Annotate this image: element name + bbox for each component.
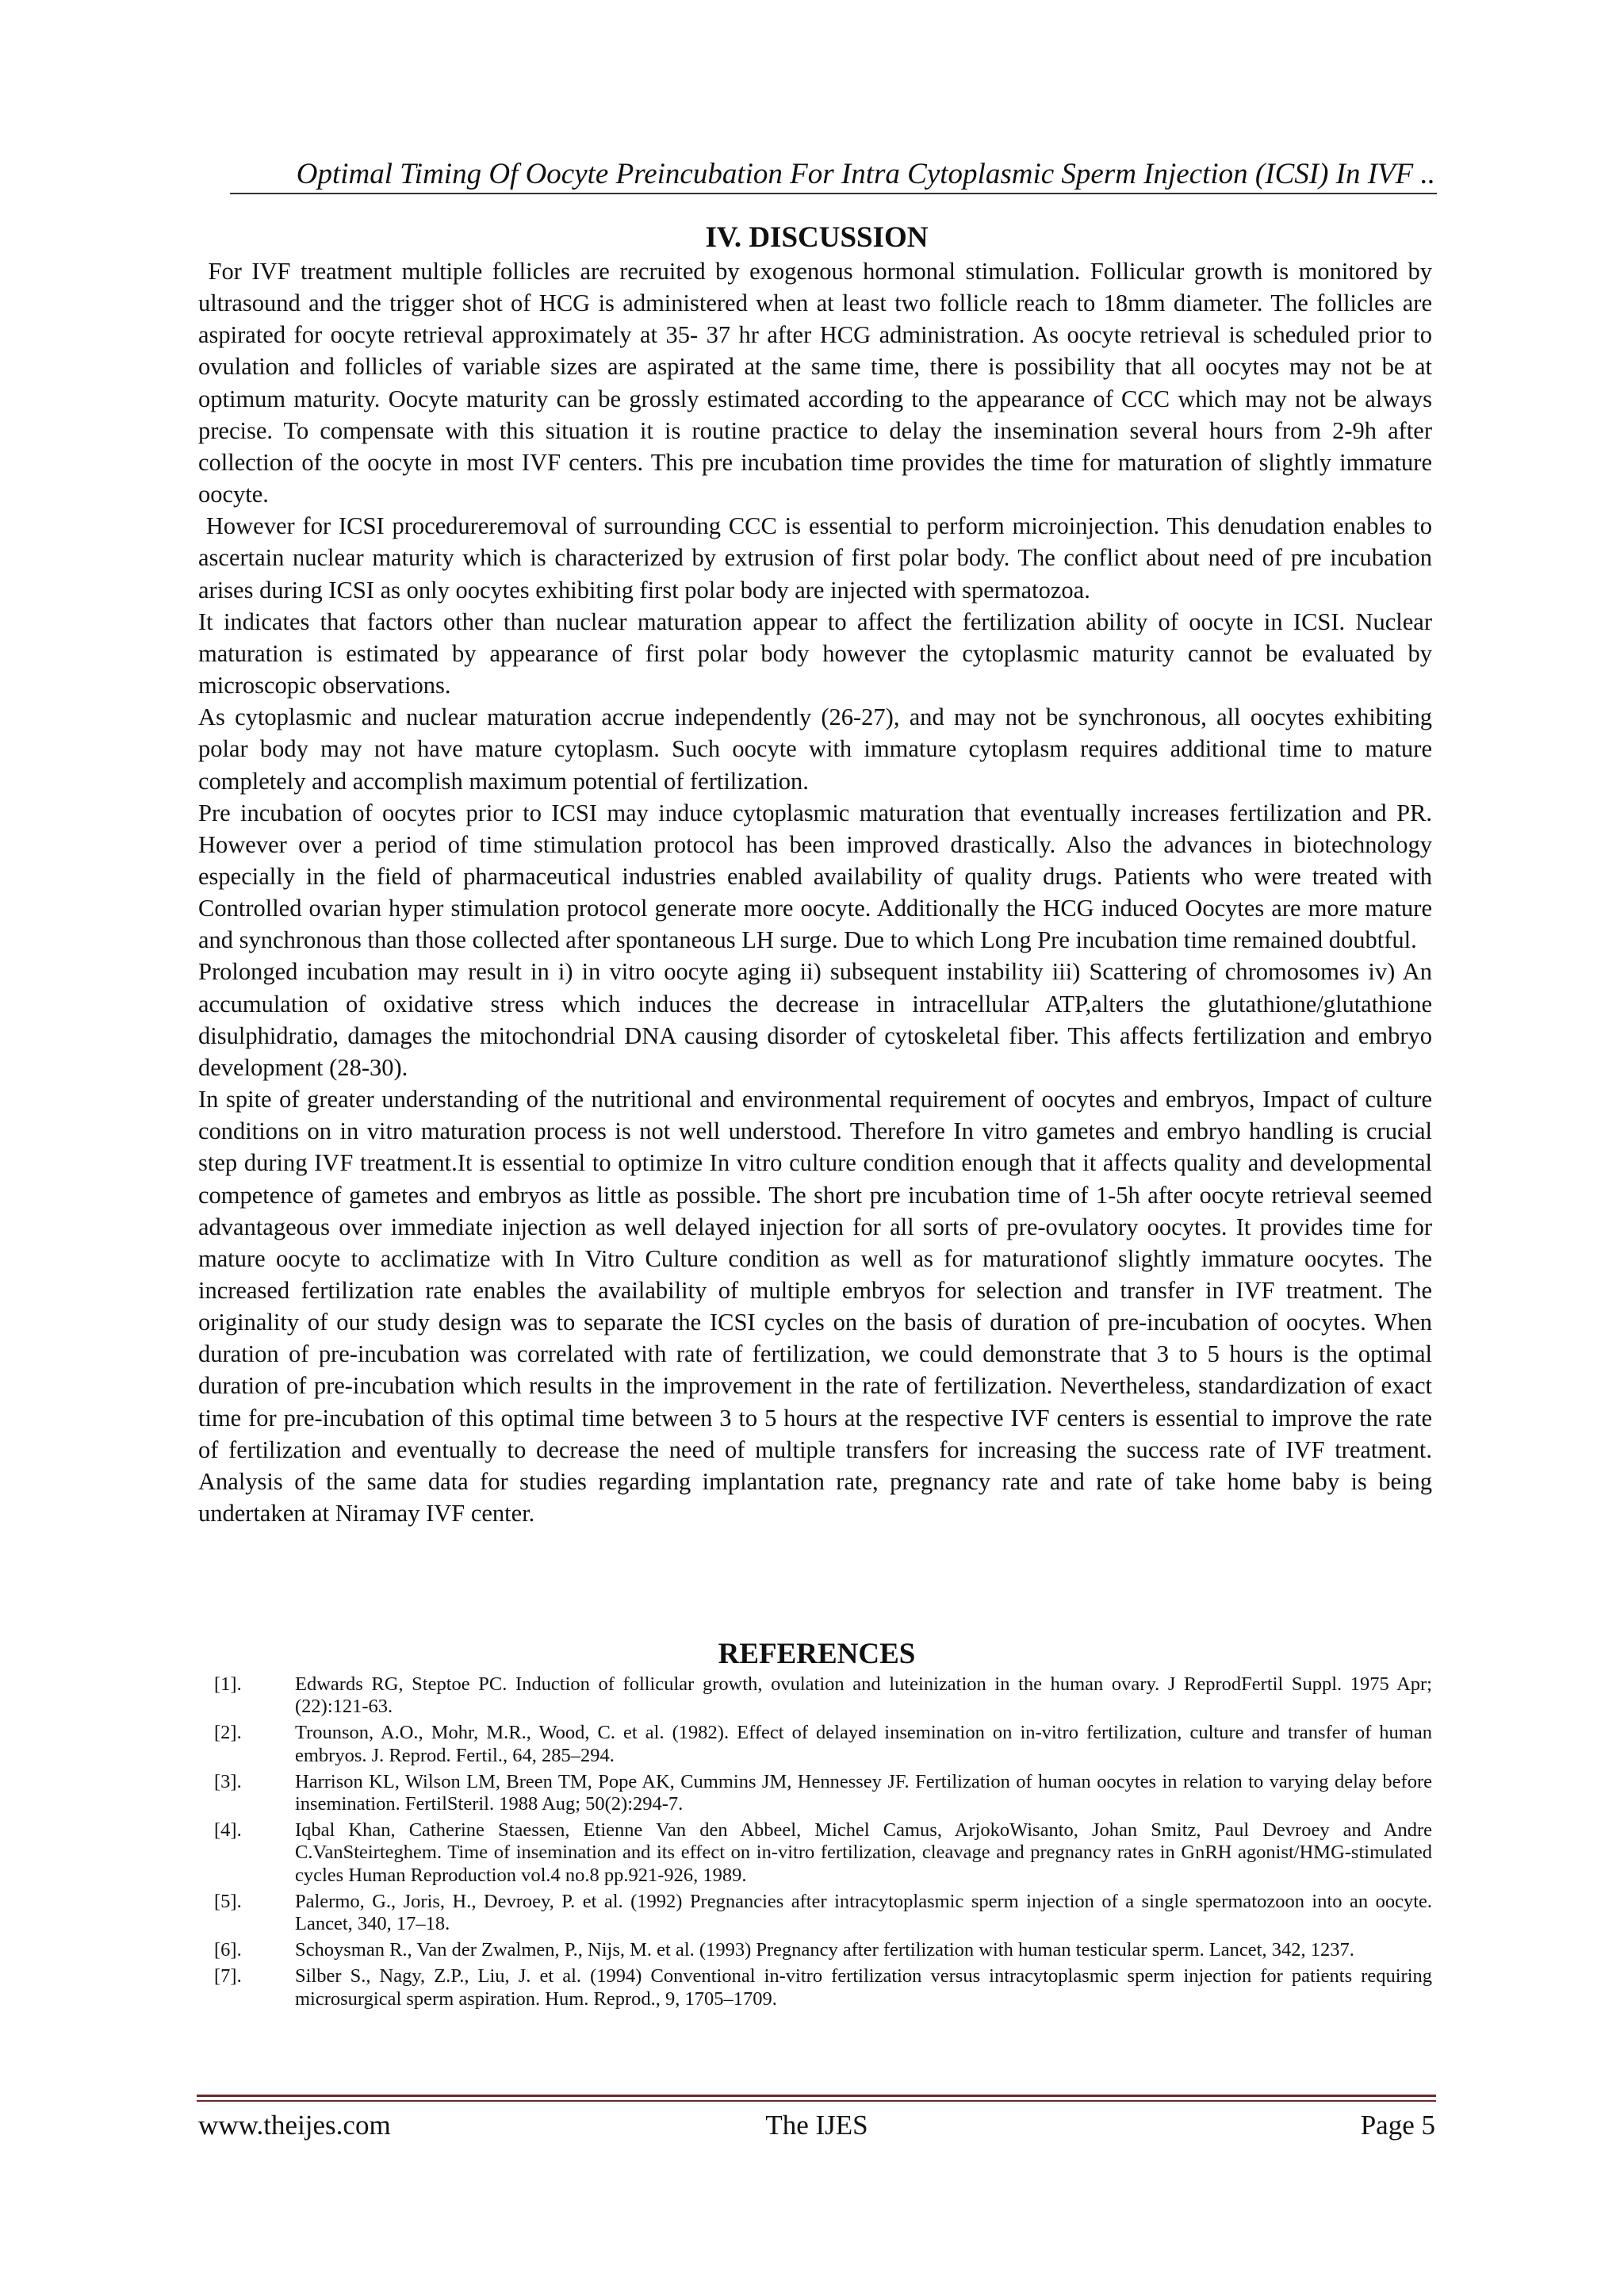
reference-item <box>198 1722 1432 1766</box>
paragraph: In spite of greater understanding of the nutritional and environmental requirement of oocytes and embryos, Impact of culture conditions on in vitro maturation process is not well understood. Therefore In vitro gametes and embryo handling is crucial step during IVF treatment.It is essential to optimize In vitro culture condition enough that it affects quality and developmental competence of gametes and embryos as little as possible. The short pre incubation time of 1-5h after oocyte retrieval seemed advantageous over immediate injection as well delayed injection for all sorts of pre-ovulatory oocytes. It provides time for mature oocyte to acclimatize with In Vitro Culture condition as well as for maturationof slightly immature oocytes. The increased fertilization rate enables the availability of multiple embryos for selection and transfer in IVF treatment. The originality of our study design was to separate the ICSI cycles on the basis of duration of pre-incubation of oocytes. When duration of pre-incubation was correlated with rate of fertilization, we could demonstrate that 3 to 5 hours is the optimal duration of pre-incubation which results in the improvement in the rate of fertilization. Nevertheless, standardization of exact time for pre-incubation of this optimal time between 3 to 5 hours at the respective IVF centers is essential to improve the rate of fertilization and eventually to decrease the need of multiple transfers for increasing the success rate of IVF treatment. Analysis of the same data for studies regarding implantation rate, pregnancy rate and rate of take home baby is being undertaken at Niramay IVF center. <box>198 1086 1432 1527</box>
footer-page-number: Page 5 <box>1360 2110 1435 2141</box>
reference-item <box>198 1771 1432 1815</box>
footer-website-link[interactable]: www.theijes.com <box>198 2110 391 2141</box>
reference-number: [5]. <box>214 1890 242 1912</box>
footer-rule <box>197 2095 1436 2097</box>
paragraph: Pre incubation of oocytes prior to ICSI may induce cytoplasmic maturation that eventually increases fertilization and PR. However over a period of time stimulation protocol has been improved drastically. Also the advances in biotechnology especially in the field of pharmaceutical industries enabled availability of quality drugs. Patients who were treated with Controlled ovarian hyper stimulation protocol generate more oocyte. Additionally the HCG induced Oocytes are more mature and synchronous than those collected after spontaneous LH surge. Due to which Long Pre incubation time remained doubtful. <box>198 799 1432 954</box>
section-heading-discussion: IV. DISCUSSION <box>705 221 929 254</box>
reference-number: [7]. <box>214 1965 242 1987</box>
paragraph: Prolonged incubation may result in i) in vitro oocyte aging ii) subsequent instability iii) Scattering of chromosomes iv) An accumulation of oxidative stress which induces the decrease in intracellular ATP,alters the glutathione/glutathione disulphidratio, damages the mitochondrial DNA causing disorder of cytoskeletal fiber. This affects fertilization and embryo development (28-30). <box>198 958 1432 1081</box>
section-heading-references: REFERENCES <box>718 1638 916 1670</box>
paragraph: As cytoplasmic and nuclear maturation accrue independently (26-27), and may not be synchronous, all oocytes exhibiting polar body may not have mature cytoplasm. Such oocyte with immature cytoplasm requires additional time to mature completely and accomplish maximum potential of fertilization. <box>198 703 1432 795</box>
paragraph: However for ICSI procedureremoval of surrounding CCC is essential to perform microinjection. This denudation enables to ascertain nuclear maturity which is characterized by extrusion of first polar body. The conflict about need of pre incubation arises during ICSI as only oocytes exhibiting first polar body are injected with spermatozoa. <box>198 512 1432 604</box>
header-rule <box>230 193 1437 194</box>
reference-text: Edwards RG, Steptoe PC. Induction of follicular growth, ovulation and luteinization in the human ovary. J ReprodFertil Suppl. 1975 Apr; (22):121-63. <box>295 1673 1432 1718</box>
reference-text: Palermo, G., Joris, H., Devroey, P. et al. (1992) Pregnancies after intracytoplasmic sperm injection of a single spermatozoon into an oocyte. Lancet, 340, 17–18. <box>295 1890 1432 1935</box>
reference-text: Trounson, A.O., Mohr, M.R., Wood, C. et al. (1982). Effect of delayed insemination on in-vitro fertilization, culture and transfer of human embryos. J. Reprod. Fertil., 64, 285–294. <box>295 1722 1432 1766</box>
reference-number: [6]. <box>214 1939 242 1961</box>
running-head: Optimal Timing Of Oocyte Preincubation For Intra Cytoplasmic Sperm Injection (ICSI) In IVF .. <box>296 158 1435 190</box>
reference-text: Harrison KL, Wilson LM, Breen TM, Pope AK, Cummins JM, Hennessey JF. Fertilization of human oocytes in relation to varying delay before insemination. FertilSteril. 1988 Aug; 50(2):294-7. <box>295 1770 1432 1815</box>
reference-item <box>198 1673 1432 1718</box>
reference-item <box>198 1819 1432 1887</box>
reference-item <box>198 1891 1432 1935</box>
reference-text: Iqbal Khan, Catherine Staessen, Etienne Van den Abbeel, Michel Camus, ArjokoWisanto, Johan Smitz, Paul Devroey and Andre C.VanSteirteghem. Time of insemination and its effect on in-vitro fertilization, cleavage and pregnancy rates in GnRH agonist/HMG-stimulated cycles Human Reproduction vol.4 no.8 pp.921-926, 1989. <box>295 1819 1432 1886</box>
reference-number: [1]. <box>214 1673 242 1695</box>
reference-list <box>198 1673 1432 2014</box>
paragraph: For IVF treatment multiple follicles are recruited by exogenous hormonal stimulation. Follicular growth is monitored by ultrasound and the trigger shot of HCG is administered when at least two follicle reach to 18mm diameter. The follicles are aspirated for oocyte retrieval approximately at 35- 37 hr after HCG administration. As oocyte retrieval is scheduled prior to ovulation and follicles of variable sizes are aspirated at the same time, there is possibility that all oocytes may not be at optimum maturity. Oocyte maturity can be grossly estimated according to the appearance of CCC which may not be always precise. To compensate with this situation it is routine practice to delay the insemination several hours from 2-9h after collection of the oocyte in most IVF centers. This pre incubation time provides the time for maturation of slightly immature oocyte. <box>198 258 1432 508</box>
reference-number: [3]. <box>214 1770 242 1792</box>
reference-text: Schoysman R., Van der Zwalmen, P., Nijs, M. et al. (1993) Pregnancy after fertilization with human testicular sperm. Lancet, 342, 1237. <box>295 1939 1354 1961</box>
footer-journal-name: The IJES <box>765 2110 868 2141</box>
page-footer <box>198 2106 1435 2146</box>
reference-text: Silber S., Nagy, Z.P., Liu, J. et al. (1994) Conventional in-vitro fertilization versus intracytoplasmic sperm injection for patients requiring microsurgical sperm aspiration. Hum. Reprod., 9, 1705–1709. <box>295 1965 1432 2010</box>
footer-rule-thin <box>197 2100 1436 2102</box>
reference-number: [2]. <box>214 1722 242 1744</box>
reference-number: [4]. <box>214 1819 242 1842</box>
reference-item <box>198 1965 1432 2010</box>
paragraph: It indicates that factors other than nuclear maturation appear to affect the fertilization ability of oocyte in ICSI. Nuclear maturation is estimated by appearance of first polar body however the cytoplasmic maturity cannot be evaluated by microscopic observations. <box>198 608 1432 700</box>
reference-item <box>198 1939 1432 1961</box>
discussion-body <box>198 255 1432 1529</box>
